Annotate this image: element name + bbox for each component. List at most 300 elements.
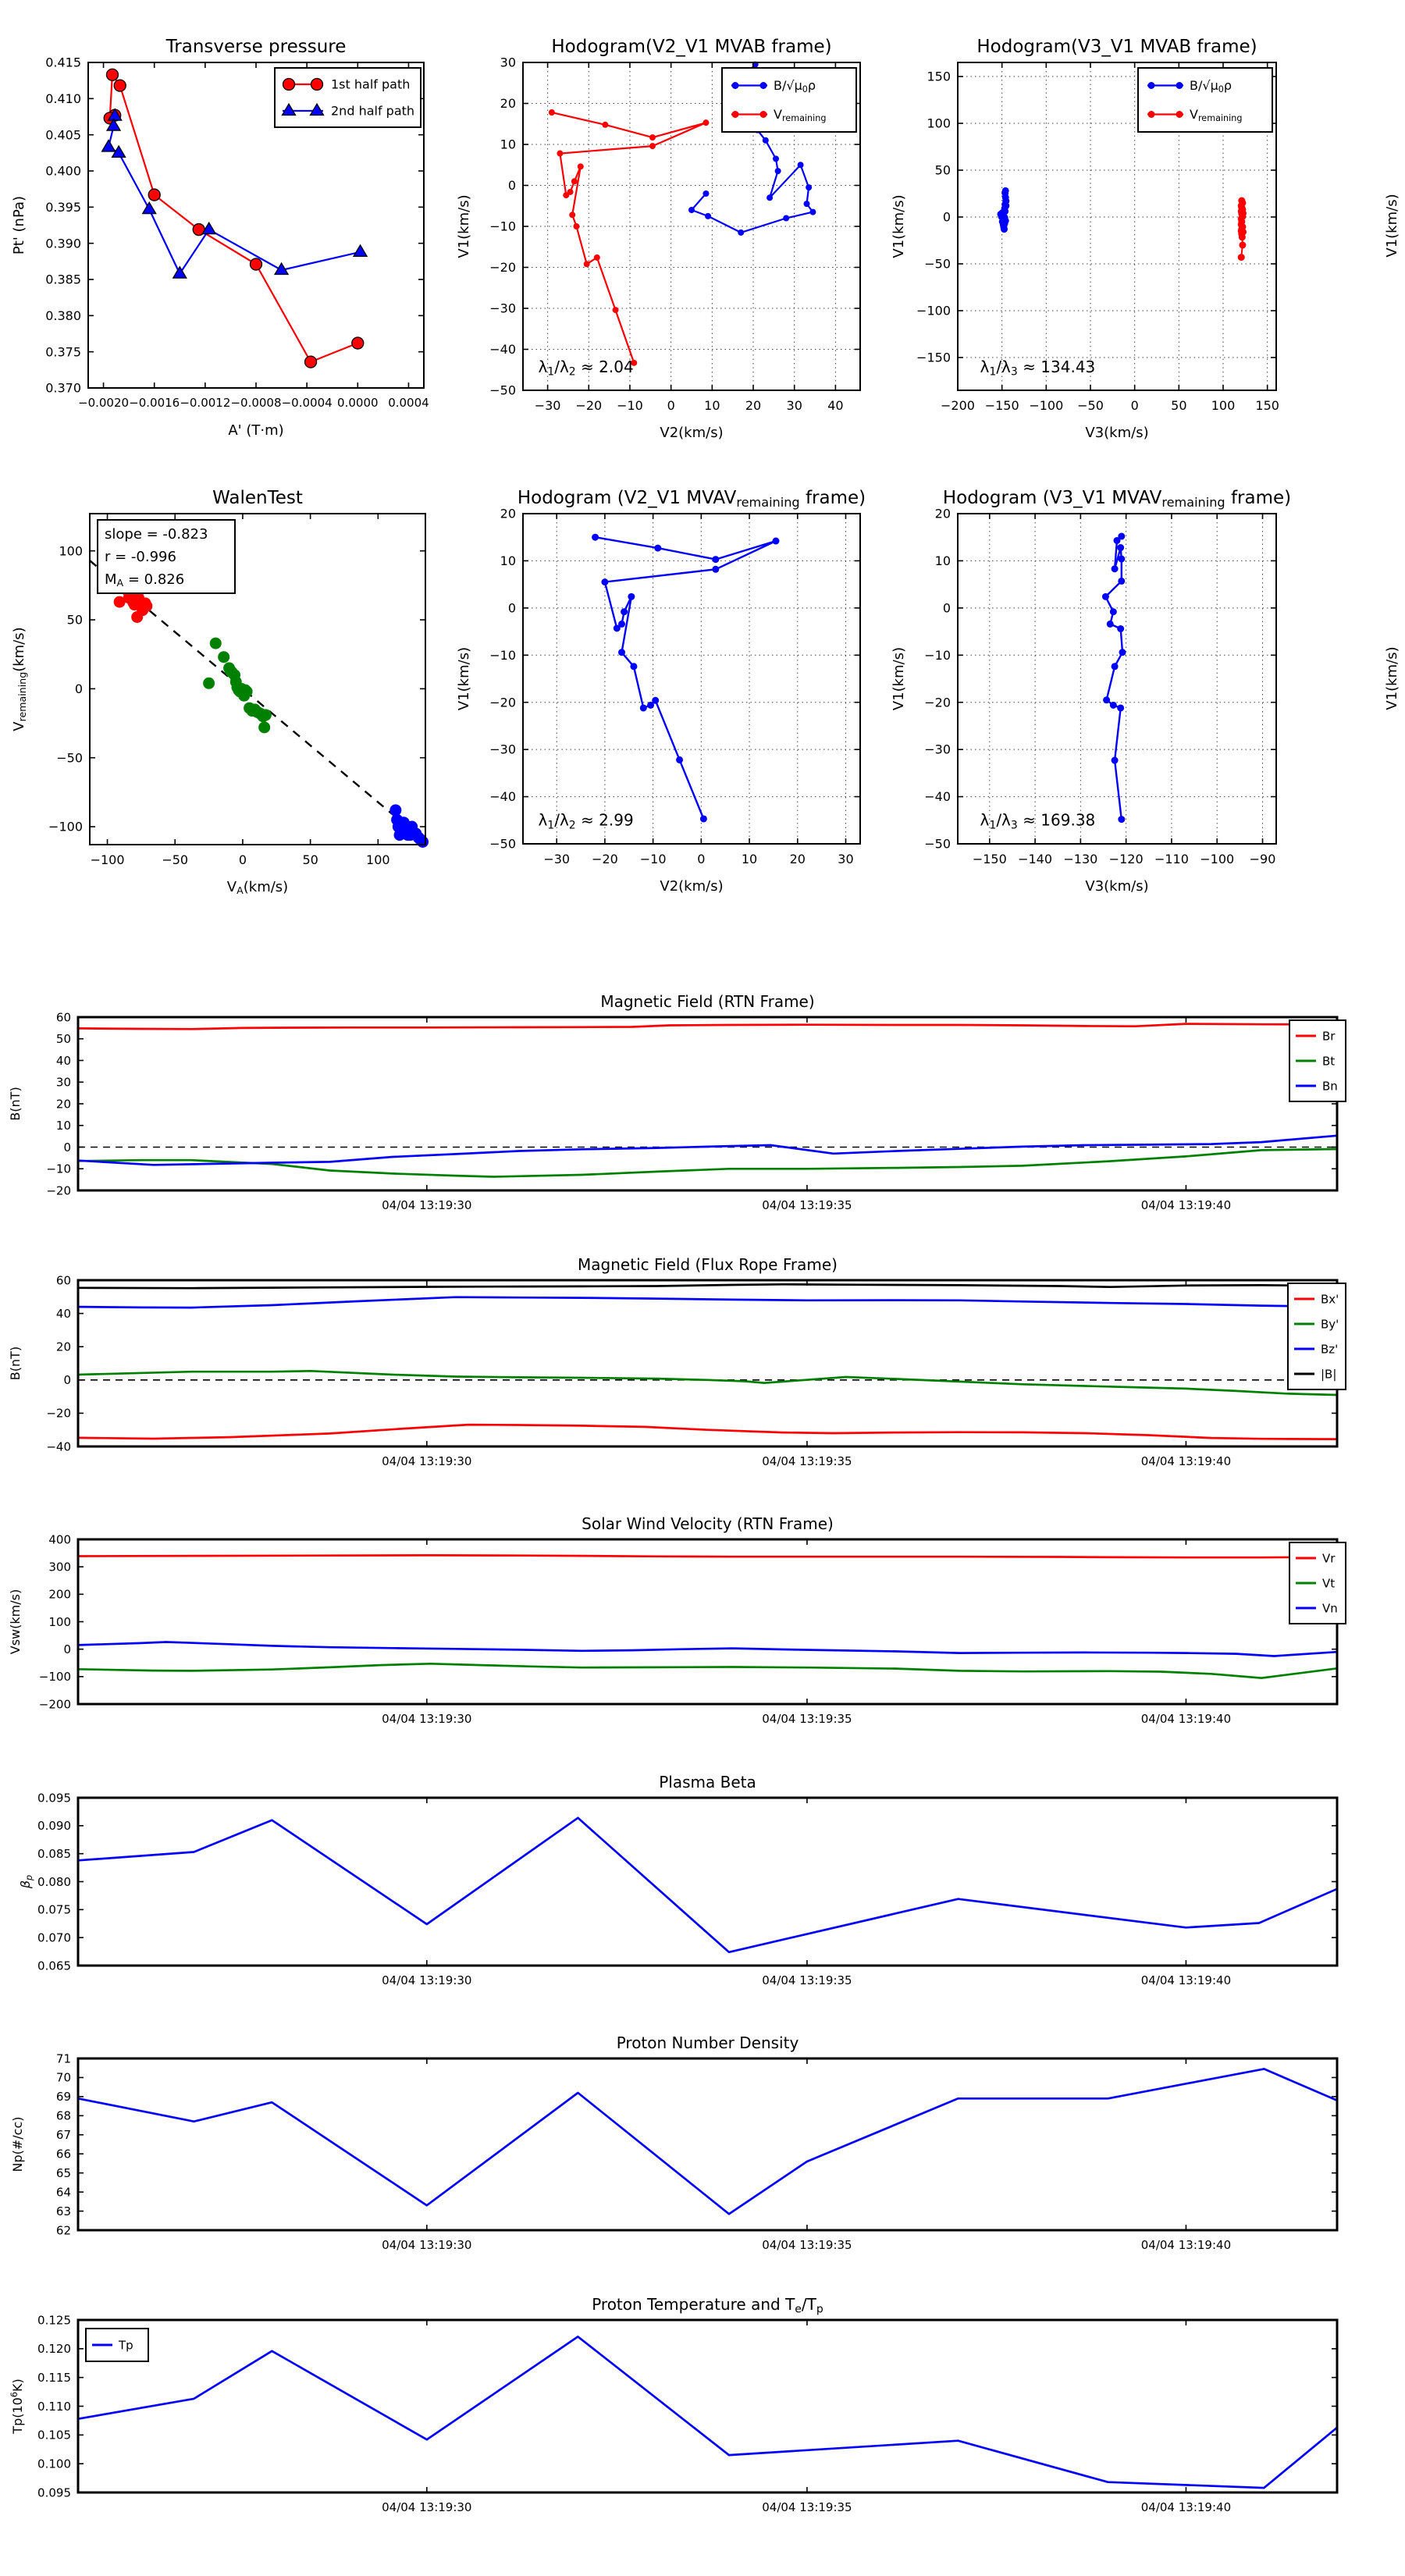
- point-marker: [584, 261, 590, 267]
- point-marker: [571, 178, 578, 184]
- point-marker: [203, 678, 215, 689]
- y-axis-label: V1(km/s): [891, 194, 907, 258]
- point-marker: [258, 721, 270, 733]
- triangle-marker: [102, 140, 116, 151]
- axes-frame: [523, 514, 860, 844]
- x-axis-label: VA(km/s): [226, 879, 289, 897]
- point-marker: [767, 194, 773, 201]
- x-tick-label: −0.0016: [129, 396, 180, 410]
- y-tick-label: 0: [942, 209, 951, 225]
- chart-proton-temperature: [9, 2295, 1337, 2514]
- x-tick-label: −0.0012: [180, 396, 231, 410]
- y-tick-label: 10: [55, 1119, 71, 1133]
- y-tick-label: 100: [48, 1614, 71, 1629]
- y-tick-label: 69: [55, 2090, 71, 2105]
- point-marker: [1110, 702, 1117, 709]
- y-tick-label: 0.410: [45, 91, 81, 106]
- point-marker: [760, 82, 767, 89]
- y-tick-label: 0.125: [37, 2313, 71, 2328]
- y-tick-label: 30: [500, 55, 516, 70]
- point-marker: [676, 756, 683, 763]
- triangle-marker: [354, 245, 367, 256]
- point-marker: [702, 119, 709, 126]
- x-tick-label: 04/04 13:19:40: [1140, 1198, 1232, 1212]
- axes-frame: [78, 1539, 1337, 1704]
- point-marker: [1001, 226, 1008, 233]
- point-marker: [1118, 578, 1125, 585]
- point-marker: [618, 649, 625, 656]
- y-tick-label: 0.120: [37, 2342, 71, 2357]
- point-marker: [1119, 649, 1126, 656]
- point-marker: [1148, 82, 1155, 89]
- y-tick-label: −50: [924, 836, 951, 852]
- y-tick-label: 71: [55, 2051, 71, 2066]
- annotation: λ1/λ2 ≈ 2.04: [538, 357, 634, 379]
- x-tick-label: −20: [592, 852, 618, 866]
- point-marker: [688, 207, 695, 213]
- y-tick-label: −100: [38, 1670, 71, 1685]
- y-tick-label: 62: [55, 2223, 71, 2238]
- y-tick-label: −10: [924, 647, 951, 663]
- annotation: λ1/λ2 ≈ 2.99: [538, 810, 634, 832]
- y-tick-label: 10: [500, 137, 516, 152]
- chart-title: Solar Wind Velocity (RTN Frame): [582, 1514, 834, 1533]
- point-marker: [1118, 556, 1125, 563]
- series-v-remaining: [552, 112, 706, 363]
- x-tick-label: −50: [162, 852, 189, 867]
- y-axis-label: B(nT): [8, 1087, 23, 1121]
- x-tick-label: −100: [1029, 398, 1064, 413]
- y-tick-label: 60: [55, 1010, 71, 1025]
- point-marker: [549, 109, 555, 116]
- point-marker: [283, 79, 295, 91]
- x-tick-label: −10: [639, 852, 667, 866]
- point-marker: [140, 600, 152, 612]
- point-marker: [1112, 757, 1119, 764]
- legend-label: Bt: [1322, 1054, 1336, 1069]
- chart-title: Hodogram(V3_V1 MVAB frame): [976, 37, 1257, 57]
- y-tick-label: 150: [927, 69, 951, 84]
- x-tick-label: 100: [1211, 398, 1236, 413]
- legend-label: Vremaining: [1190, 107, 1243, 123]
- y-tick-label: −30: [489, 301, 516, 316]
- y-tick-label: 100: [927, 116, 951, 131]
- y-tick-label: 60: [55, 1273, 71, 1288]
- series-by-: [78, 1371, 1337, 1395]
- y-tick-label: 0.100: [37, 2457, 71, 2471]
- x-tick-label: −120: [1108, 852, 1144, 866]
- axes-frame: [78, 2058, 1337, 2230]
- y-tick-label: 0: [507, 600, 516, 616]
- point-marker: [251, 258, 262, 270]
- point-marker: [352, 337, 364, 349]
- point-marker: [1117, 625, 1124, 632]
- x-tick-label: −30: [534, 398, 561, 413]
- y-tick-label: 0.065: [37, 1959, 71, 1973]
- point-marker: [618, 621, 625, 628]
- y-tick-label: 0.075: [37, 1902, 71, 1917]
- x-tick-label: 04/04 13:19:35: [762, 1973, 852, 1987]
- x-tick-label: 40: [827, 398, 844, 413]
- chart-proton-number-density: [10, 2033, 1337, 2252]
- legend-label: Tp: [119, 2338, 133, 2353]
- y-axis-label: Pt' (nPa): [11, 195, 27, 255]
- y-tick-label: 64: [55, 2185, 71, 2200]
- legend-label: B/√μ0ρ: [1190, 78, 1232, 94]
- x-tick-label: 04/04 13:19:35: [762, 1712, 852, 1726]
- point-marker: [649, 134, 656, 141]
- y-tick-label: −50: [489, 836, 516, 852]
- series-bx-: [78, 1425, 1337, 1439]
- stats-line: slope = -0.823: [105, 526, 208, 543]
- y-axis-label: V1(km/s): [891, 646, 907, 711]
- stats-line: MA = 0.826: [105, 571, 185, 589]
- series-vn: [78, 1642, 1337, 1656]
- point-marker: [569, 212, 575, 218]
- x-tick-label: −150: [972, 852, 1007, 866]
- point-marker: [1110, 608, 1117, 615]
- x-tick-label: 04/04 13:19:40: [1140, 2238, 1232, 2252]
- point-marker: [114, 80, 126, 91]
- x-tick-label: 0: [697, 852, 706, 866]
- point-marker: [732, 82, 739, 89]
- chart-hodogram-v2v1-mvab: [456, 37, 860, 441]
- x-tick-label: −50: [1077, 398, 1104, 413]
- point-marker: [732, 111, 739, 118]
- x-tick-label: 04/04 13:19:30: [382, 1712, 472, 1726]
- x-tick-label: −0.0008: [230, 396, 282, 410]
- point-marker: [1107, 621, 1114, 628]
- x-tick-label: 30: [786, 398, 802, 413]
- point-marker: [798, 162, 804, 168]
- x-tick-label: −90: [1249, 852, 1276, 866]
- y-tick-label: −40: [489, 789, 516, 805]
- x-tick-label: 04/04 13:19:30: [382, 2500, 472, 2514]
- clipped-ylabel: V1(km/s): [1384, 194, 1400, 258]
- y-tick-label: 0.110: [37, 2399, 71, 2414]
- y-tick-label: 0.380: [45, 308, 81, 323]
- legend-label: Br: [1322, 1029, 1336, 1044]
- point-marker: [649, 143, 656, 149]
- x-tick-label: 30: [838, 852, 854, 866]
- y-tick-label: −40: [46, 1439, 71, 1454]
- point-marker: [628, 593, 635, 600]
- x-tick-label: 100: [366, 852, 390, 867]
- series-vt: [78, 1663, 1337, 1678]
- y-tick-label: −20: [489, 695, 516, 710]
- point-marker: [738, 229, 744, 236]
- point-marker: [700, 815, 707, 822]
- x-tick-label: −30: [543, 852, 571, 866]
- x-tick-label: 04/04 13:19:35: [762, 2500, 852, 2514]
- chart-title: Proton Number Density: [616, 2033, 799, 2052]
- point-marker: [1117, 544, 1124, 551]
- point-marker: [241, 685, 253, 697]
- point-marker: [654, 545, 661, 552]
- x-tick-label: −100: [1200, 852, 1235, 866]
- legend-label: Bx': [1321, 1292, 1339, 1307]
- y-tick-label: 20: [500, 96, 516, 112]
- point-marker: [417, 836, 429, 848]
- series--b-: [78, 1284, 1337, 1288]
- x-tick-label: 04/04 13:19:30: [382, 2238, 472, 2252]
- series-br: [78, 1024, 1337, 1030]
- chart-title: Transverse pressure: [165, 37, 347, 57]
- y-tick-label: −50: [489, 382, 516, 398]
- chart-title: Magnetic Field (Flux Rope Frame): [578, 1255, 838, 1274]
- chart-magnetic-field-flux-rope: [8, 1255, 1346, 1468]
- y-tick-label: 0.080: [37, 1874, 71, 1889]
- point-marker: [806, 184, 812, 190]
- y-tick-label: 10: [500, 553, 516, 569]
- x-tick-label: −10: [617, 398, 643, 413]
- point-marker: [1239, 233, 1246, 240]
- x-tick-label: 04/04 13:19:35: [762, 1198, 852, 1212]
- y-tick-label: 20: [934, 506, 951, 521]
- annotation: λ1/λ3 ≈ 134.43: [980, 357, 1096, 379]
- y-tick-label: 0.390: [45, 236, 81, 251]
- y-tick-label: 0: [942, 600, 951, 616]
- point-marker: [809, 209, 816, 215]
- point-marker: [773, 538, 780, 545]
- legend-label: Bz': [1321, 1342, 1339, 1357]
- x-tick-label: −130: [1063, 852, 1098, 866]
- x-axis-label: V2(km/s): [660, 425, 724, 441]
- point-marker: [1112, 565, 1119, 572]
- series-tp: [78, 2336, 1337, 2488]
- point-marker: [775, 168, 781, 174]
- y-tick-label: 10: [934, 553, 951, 569]
- point-marker: [702, 190, 709, 197]
- point-marker: [601, 578, 608, 585]
- point-marker: [1102, 593, 1109, 600]
- x-tick-label: −110: [1154, 852, 1189, 866]
- y-tick-label: 200: [48, 1587, 71, 1602]
- legend-label: By': [1321, 1317, 1339, 1332]
- y-tick-label: −30: [489, 742, 516, 757]
- y-tick-label: −50: [56, 750, 83, 766]
- y-tick-label: 0.070: [37, 1930, 71, 1945]
- y-tick-label: 50: [934, 162, 951, 178]
- legend-label: 1st half path: [331, 76, 411, 92]
- legend-label: Vn: [1322, 1601, 1338, 1616]
- point-marker: [210, 638, 222, 649]
- x-tick-label: 0: [667, 398, 675, 413]
- y-tick-label: −150: [916, 350, 951, 365]
- point-marker: [652, 697, 659, 704]
- x-tick-label: −0.0004: [281, 396, 333, 410]
- legend-label: Vt: [1322, 1576, 1336, 1591]
- y-tick-label: 300: [48, 1560, 71, 1574]
- x-tick-label: −20: [575, 398, 603, 413]
- point-marker: [1238, 228, 1245, 235]
- point-marker: [1112, 663, 1119, 670]
- x-tick-label: 04/04 13:19:40: [1140, 2500, 1232, 2514]
- y-tick-label: 0: [63, 1140, 71, 1155]
- y-tick-label: 40: [55, 1306, 71, 1321]
- point-marker: [578, 163, 584, 169]
- y-axis-label: B(nT): [8, 1346, 23, 1381]
- point-marker: [804, 201, 810, 207]
- x-tick-label: −0.0020: [78, 396, 130, 410]
- series-v-remaining-hodogram: [596, 537, 776, 819]
- y-tick-label: −40: [924, 789, 951, 805]
- y-tick-label: 100: [59, 543, 83, 559]
- y-tick-label: −10: [489, 647, 516, 663]
- y-tick-label: −30: [924, 742, 951, 757]
- series-2nd-half-path: [108, 116, 361, 274]
- point-marker: [592, 534, 599, 541]
- legend-label: |B|: [1321, 1367, 1337, 1382]
- x-axis-label: A' (T·m): [228, 422, 284, 439]
- point-marker: [602, 122, 608, 128]
- point-marker: [218, 651, 229, 663]
- y-tick-label: −20: [46, 1406, 71, 1421]
- y-tick-label: 0.400: [45, 163, 81, 179]
- point-marker: [1239, 242, 1246, 249]
- point-marker: [712, 566, 719, 573]
- x-axis-label: V3(km/s): [1085, 878, 1149, 895]
- point-marker: [640, 704, 647, 711]
- point-marker: [1148, 111, 1155, 118]
- x-tick-label: 0.0000: [337, 396, 379, 410]
- y-tick-label: 40: [55, 1053, 71, 1068]
- y-axis-label: Vsw(km/s): [8, 1589, 23, 1655]
- chart-title: Proton Temperature and Te/Tp: [592, 2295, 823, 2316]
- x-tick-label: 150: [1255, 398, 1279, 413]
- x-tick-label: −150: [984, 398, 1019, 413]
- point-marker: [763, 137, 769, 144]
- point-marker: [613, 307, 619, 313]
- series-beta-p: [78, 1818, 1337, 1952]
- legend-label: Vremaining: [774, 107, 827, 123]
- y-tick-label: 400: [48, 1532, 71, 1547]
- legend-label: 2nd half path: [331, 103, 415, 119]
- y-tick-label: 20: [500, 506, 516, 521]
- point-marker: [1118, 816, 1125, 823]
- y-axis-label: V1(km/s): [456, 194, 472, 258]
- y-tick-label: 0.370: [45, 380, 81, 396]
- y-tick-label: 67: [55, 2128, 71, 2143]
- y-tick-label: −10: [46, 1162, 71, 1176]
- chart-magnetic-field-rtn: [8, 992, 1346, 1212]
- x-tick-label: 04/04 13:19:30: [382, 1973, 472, 1987]
- point-marker: [712, 556, 719, 563]
- chart-title: Hodogram (V2_V1 MVAVremaining frame): [517, 488, 866, 511]
- y-tick-label: −20: [924, 695, 951, 710]
- x-tick-label: 10: [704, 398, 720, 413]
- x-tick-label: 04/04 13:19:30: [382, 1198, 472, 1212]
- y-tick-label: −100: [916, 303, 951, 318]
- y-tick-label: −50: [924, 256, 951, 272]
- x-tick-label: 50: [302, 852, 318, 867]
- point-marker: [106, 69, 118, 80]
- point-marker: [1176, 111, 1183, 118]
- y-tick-label: 65: [55, 2165, 71, 2180]
- y-tick-label: 50: [55, 1032, 71, 1046]
- y-tick-label: −40: [489, 342, 516, 358]
- y-tick-label: 0: [74, 681, 83, 696]
- series-np: [78, 2069, 1337, 2214]
- point-marker: [630, 663, 637, 670]
- series-bn: [78, 1136, 1337, 1165]
- y-tick-label: 0.385: [45, 272, 81, 287]
- y-tick-label: 0.095: [37, 2485, 71, 2500]
- point-marker: [567, 189, 574, 195]
- x-axis-label: V3(km/s): [1085, 425, 1149, 441]
- y-axis-label: Np(#/cc): [10, 2116, 25, 2172]
- series-bz-: [78, 1297, 1337, 1308]
- stats-line: r = -0.996: [105, 549, 176, 565]
- legend-label: Vr: [1322, 1551, 1336, 1566]
- point-marker: [783, 215, 789, 222]
- clipped-ylabel: V1(km/s): [1384, 646, 1400, 710]
- point-marker: [260, 709, 272, 720]
- x-tick-label: 04/04 13:19:40: [1140, 1973, 1232, 1987]
- y-tick-label: −20: [46, 1183, 71, 1198]
- x-tick-label: 0: [238, 852, 247, 867]
- x-tick-label: 0: [1130, 398, 1139, 413]
- point-marker: [1117, 704, 1124, 711]
- x-tick-label: 04/04 13:19:30: [382, 1454, 472, 1468]
- annotation: λ1/λ3 ≈ 169.38: [980, 810, 1096, 832]
- chart-hodogram-v3v1-mvav: [891, 488, 1291, 895]
- y-tick-label: 0.115: [37, 2370, 71, 2385]
- point-marker: [1114, 537, 1121, 544]
- chart-walen-test: [11, 488, 429, 896]
- chart-title: Plasma Beta: [659, 1773, 756, 1791]
- point-marker: [594, 254, 600, 261]
- triangle-marker: [173, 267, 187, 278]
- chart-hodogram-v3v1-mvab: [891, 37, 1279, 441]
- y-tick-label: −10: [489, 219, 516, 234]
- point-marker: [1176, 82, 1183, 89]
- y-tick-label: −20: [489, 260, 516, 276]
- point-marker: [705, 213, 711, 219]
- y-axis-label: Vremaining(km/s): [11, 627, 29, 731]
- y-tick-label: 0.090: [37, 1819, 71, 1834]
- point-marker: [760, 111, 767, 118]
- point-marker: [1103, 696, 1110, 703]
- x-tick-label: 04/04 13:19:40: [1140, 1712, 1232, 1726]
- triangle-marker: [143, 202, 156, 213]
- x-tick-label: 04/04 13:19:35: [762, 2238, 852, 2252]
- y-tick-label: 63: [55, 2204, 71, 2218]
- y-tick-label: 0: [507, 178, 516, 194]
- point-marker: [621, 608, 628, 615]
- y-tick-label: 0: [63, 1373, 71, 1388]
- series-vr: [78, 1555, 1337, 1557]
- y-tick-label: 20: [55, 1097, 71, 1112]
- y-tick-label: −100: [48, 819, 83, 834]
- x-tick-label: 04/04 13:19:35: [762, 1454, 852, 1468]
- y-axis-label: $Tp(10^6K)$: [9, 2379, 25, 2434]
- y-tick-label: 20: [55, 1340, 71, 1354]
- x-tick-label: 20: [745, 398, 762, 413]
- chart-title: Hodogram(V2_V1 MVAB frame): [551, 37, 832, 57]
- y-tick-label: 0.375: [45, 344, 81, 360]
- x-tick-label: −100: [90, 852, 125, 867]
- x-tick-label: 20: [789, 852, 806, 866]
- y-tick-label: 0.095: [37, 1791, 71, 1806]
- x-tick-label: 50: [1171, 398, 1187, 413]
- y-tick-label: 0.395: [45, 199, 81, 215]
- y-tick-label: 0.405: [45, 127, 81, 143]
- point-marker: [773, 155, 779, 162]
- y-tick-label: 30: [55, 1075, 71, 1090]
- x-tick-label: 04/04 13:19:40: [1140, 1454, 1232, 1468]
- y-tick-label: 50: [66, 612, 83, 628]
